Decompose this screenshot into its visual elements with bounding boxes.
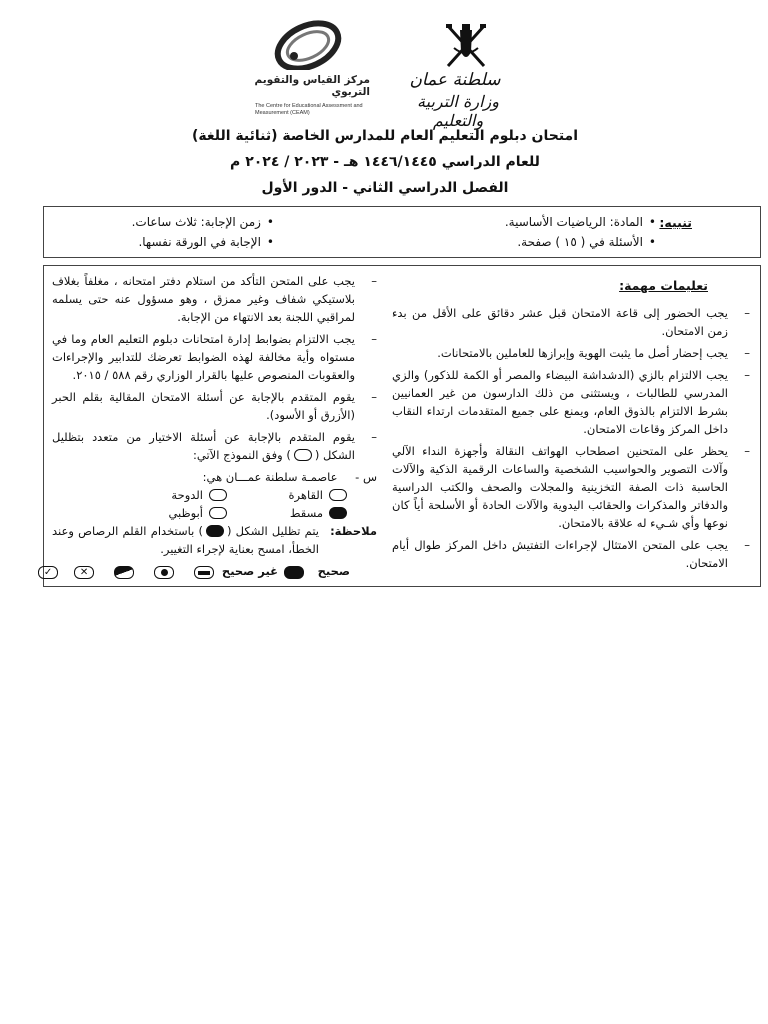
ministry-line-2: وزارة التربية والتعليم (417, 92, 499, 130)
notice-box (43, 206, 761, 258)
option-doha: الدوحة (171, 486, 227, 504)
instruction-item: – يجب الحضور إلى قاعة الامتحان قبل عشر دقائق على الأقل من بدء زمن الامتحان. (392, 306, 750, 338)
empty-oval-icon (329, 489, 347, 501)
empty-oval-icon (209, 489, 227, 501)
oman-emblem-icon (438, 18, 494, 74)
sample-question (52, 468, 377, 486)
option-abudhabi: أبوظبي (168, 504, 227, 522)
ceam-name-arabic: مركز القياس والتقويم التربوي (254, 74, 370, 98)
question-text: عاصمـة سلطنة عمـــان هي: (202, 470, 338, 484)
filled-oval-icon (206, 525, 224, 537)
instruction-item: – يجب على المتحن الامتثال لإجراءات التفتيش داخل المركز طوال أيام الامتحان. (392, 538, 750, 570)
instruction-item: – يجب على المتحن التأكد من استلام دفتر امتحانه ، مغلفاً بغلاف بلاستيكي شفاف وغير ممزق ، وهو مسؤول عنه حتى يسلمه لمراقبي اللجنة بعد الانتهاء من الإجابة. (52, 274, 377, 324)
sample-options (52, 486, 377, 522)
empty-oval-icon (209, 507, 227, 519)
notice-answer-location: •الإجابة في الورقة نفسها. (138, 235, 274, 249)
option-cairo: القاهرة (289, 486, 347, 504)
semester-round: الفصل الدراسي الثاني - الدور الأول (261, 180, 509, 196)
notice-label: تنبيه: (659, 215, 692, 230)
shading-note: ملاحظة: يتم تظليل الشكل () باستخدام القلم الرصاص وعند الخطأ، امسح بعناية لإجراء التغيير. (52, 524, 377, 556)
instruction-item: – يحظر على المتحنين اصطحاب الهواتف النقالة وأجهزة النداء الآلي وآلات التصوير والحواسيب الشخصية والساعات الرقمية الذكية والآلات الحاسبة ذات الصفة التخزينية والمجلات والصحف والكتب الدراسية والدفاتر والمذكرات والحقائب اليدوية والآلات الحادة أو الأسلحة أياً كان نوعها وأي شـيء له علاقة بالامتحان. (392, 444, 750, 530)
academic-year: للعام الدراسي ١٤٤٦/١٤٤٥ هـ - ٢٠٢٣ / ٢٠٢٤ م (230, 154, 540, 170)
instructions-box (43, 265, 761, 587)
instructions-left-column (52, 272, 377, 558)
option-muscat: مسقط (290, 504, 347, 522)
notice-time: •زمن الإجابة: ثلاث ساعات. (131, 215, 274, 229)
dot-oval-icon (154, 566, 174, 579)
question-prefix: س - (355, 470, 377, 484)
half-filled-oval-icon (114, 566, 134, 579)
marking-examples (43, 564, 350, 584)
instruction-item: – يقوم المتقدم بالإجابة عن أسئلة الامتحان المقالية بقلم الحبر (الأزرق أو الأسود). (52, 390, 377, 422)
check-mark-oval-icon: ✓ (38, 566, 58, 579)
bar-oval-icon (194, 566, 214, 579)
ceam-logo-icon (270, 20, 350, 70)
incorrect-label: غير صحيح (221, 564, 278, 578)
notice-subject: •المادة: الرياضيات الأساسية. (504, 215, 656, 229)
oval-shape-icon (294, 449, 312, 461)
x-mark-oval-icon: ✕ (74, 566, 94, 579)
ministry-line-1: سلطنة عمان (409, 70, 501, 90)
exam-title: امتحان دبلوم التعليم العام للمدارس الخاصة (ثنائية اللغة) (191, 128, 579, 144)
instructions-right-column (392, 304, 750, 576)
instruction-item: – يجب الالتزام بالزي (الدشداشة البيضاء والمصر أو الكمة للذكور) والزي المدرسي للطالبات ، ويستثنى من ذلك الدارسون من غير العمانيين بشرط الالتزام بالذوق العام، ويمنع على جميع المتقدمات ارتداء النقاب داخل المركز وقاعات الامتحان. (392, 368, 750, 436)
instruction-item: – يجب الالتزام بضوابط إدارة امتحانات دبلوم التعليم العام وما في مستواه وأية مخالفة لهذه الضوابط تعرضك للتدابير والإجراءات والعقوبات المنصوص عليها بالقرار الوزاري رقم ٥٨٨ / ٢٠١٥. (52, 332, 377, 382)
notice-pages: •الأسئلة في ( ١٥ ) صفحة. (517, 235, 656, 249)
instruction-item: – يجب إحضار أصل ما يثبت الهوية وإبرازها للعاملين بالامتحانات. (437, 346, 750, 360)
instruction-item-mcq: – يقوم المتقدم بالإجابة عن أسئلة الاختيار من متعدد بتظليل الشكل () وفق النموذج الآتي: (52, 430, 377, 462)
correct-filled-oval-icon (284, 566, 304, 579)
correct-label: صحيح (317, 564, 350, 578)
ceam-name-english: The Centre for Educational Assessment and Measurement (CEAM) (255, 103, 363, 116)
instructions-heading: تعليمات مهمة: (619, 278, 708, 293)
filled-oval-icon (329, 507, 347, 519)
